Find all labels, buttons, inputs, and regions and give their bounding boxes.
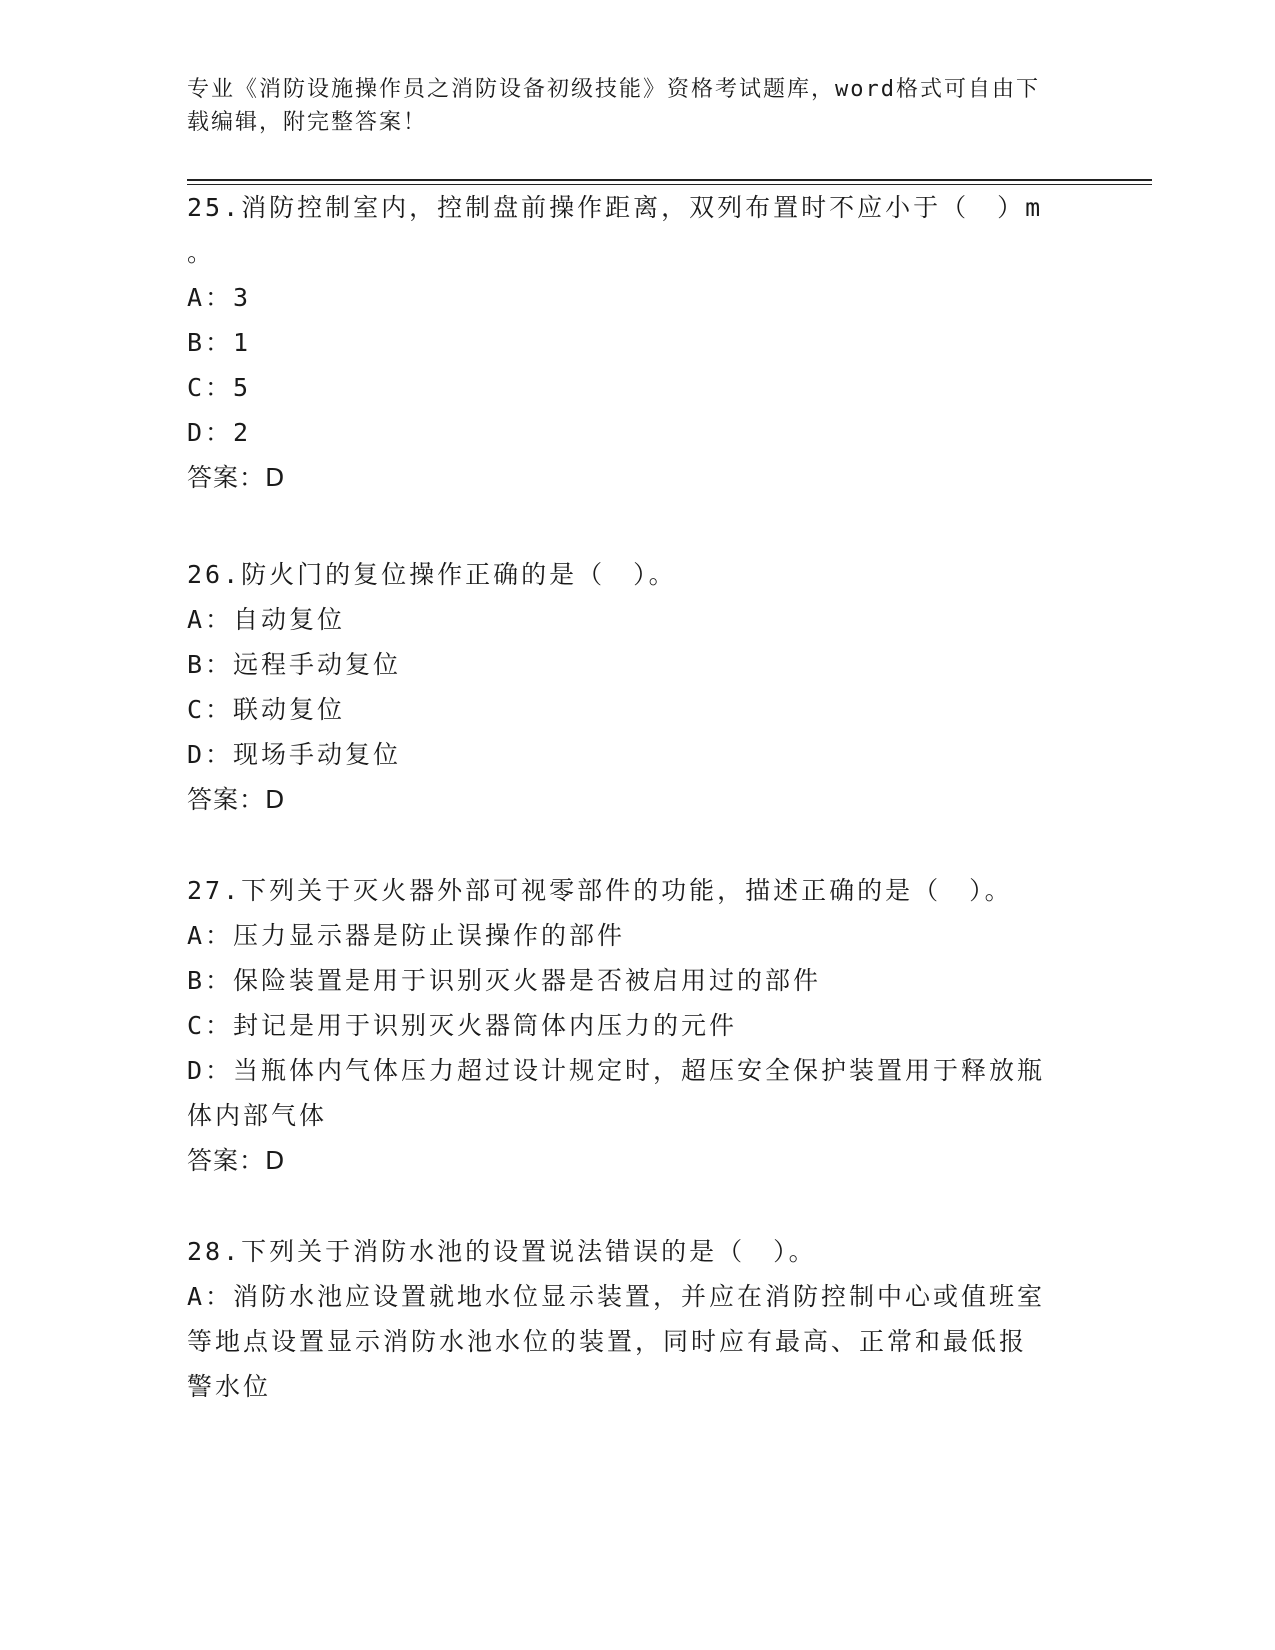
header-rule-thick (187, 179, 1152, 181)
option-a: A：消防水池应设置就地水位显示装置，并应在消防控制中心或值班室 (187, 1282, 1046, 1311)
option-c: C：5 (187, 373, 252, 402)
option-d: D：当瓶体内气体压力超过设计规定时，超压安全保护装置用于释放瓶 (187, 1056, 1046, 1085)
question-stem: 26.防火门的复位操作正确的是（ ）。 (187, 560, 677, 589)
option-d-continued: 体内部气体 (187, 1101, 328, 1130)
question-stem: 28.下列关于消防水池的设置说法错误的是（ ）。 (187, 1237, 817, 1266)
header-line-2: 载编辑，附完整答案！ (187, 110, 428, 135)
option-a: A：压力显示器是防止误操作的部件 (187, 921, 626, 950)
option-a: A：自动复位 (187, 605, 346, 634)
option-a-continued: 等地点设置显示消防水池水位的装置，同时应有最高、正常和最低报 (187, 1327, 1028, 1356)
option-b: B：保险装置是用于识别灭火器是否被启用过的部件 (187, 966, 822, 995)
option-a: A：3 (187, 283, 252, 312)
option-a-continued: 警水位 (187, 1372, 272, 1401)
question-stem-continued: 。 (187, 238, 216, 267)
answer: 答案：D (187, 463, 286, 492)
question-27 (187, 868, 1067, 1183)
option-b: B：1 (187, 328, 252, 357)
option-d: D：2 (187, 418, 252, 447)
option-c: C：封记是用于识别灭火器筒体内压力的元件 (187, 1011, 738, 1040)
answer: 答案：D (187, 1146, 286, 1175)
question-28 (187, 1229, 1067, 1409)
option-b: B：远程手动复位 (187, 650, 402, 679)
answer: 答案：D (187, 785, 286, 814)
header-line-1: 专业《消防设施操作员之消防设备初级技能》资格考试题库，word格式可自由下 (187, 77, 1040, 102)
option-d: D：现场手动复位 (187, 740, 402, 769)
question-stem: 25.消防控制室内，控制盘前操作距离，双列布置时不应小于（ ）m (187, 193, 1044, 222)
question-26 (187, 552, 1067, 822)
question-stem: 27.下列关于灭火器外部可视零部件的功能，描述正确的是（ ）。 (187, 876, 1013, 905)
question-25 (187, 185, 1067, 500)
document-header (187, 73, 1067, 139)
option-c: C：联动复位 (187, 695, 346, 724)
